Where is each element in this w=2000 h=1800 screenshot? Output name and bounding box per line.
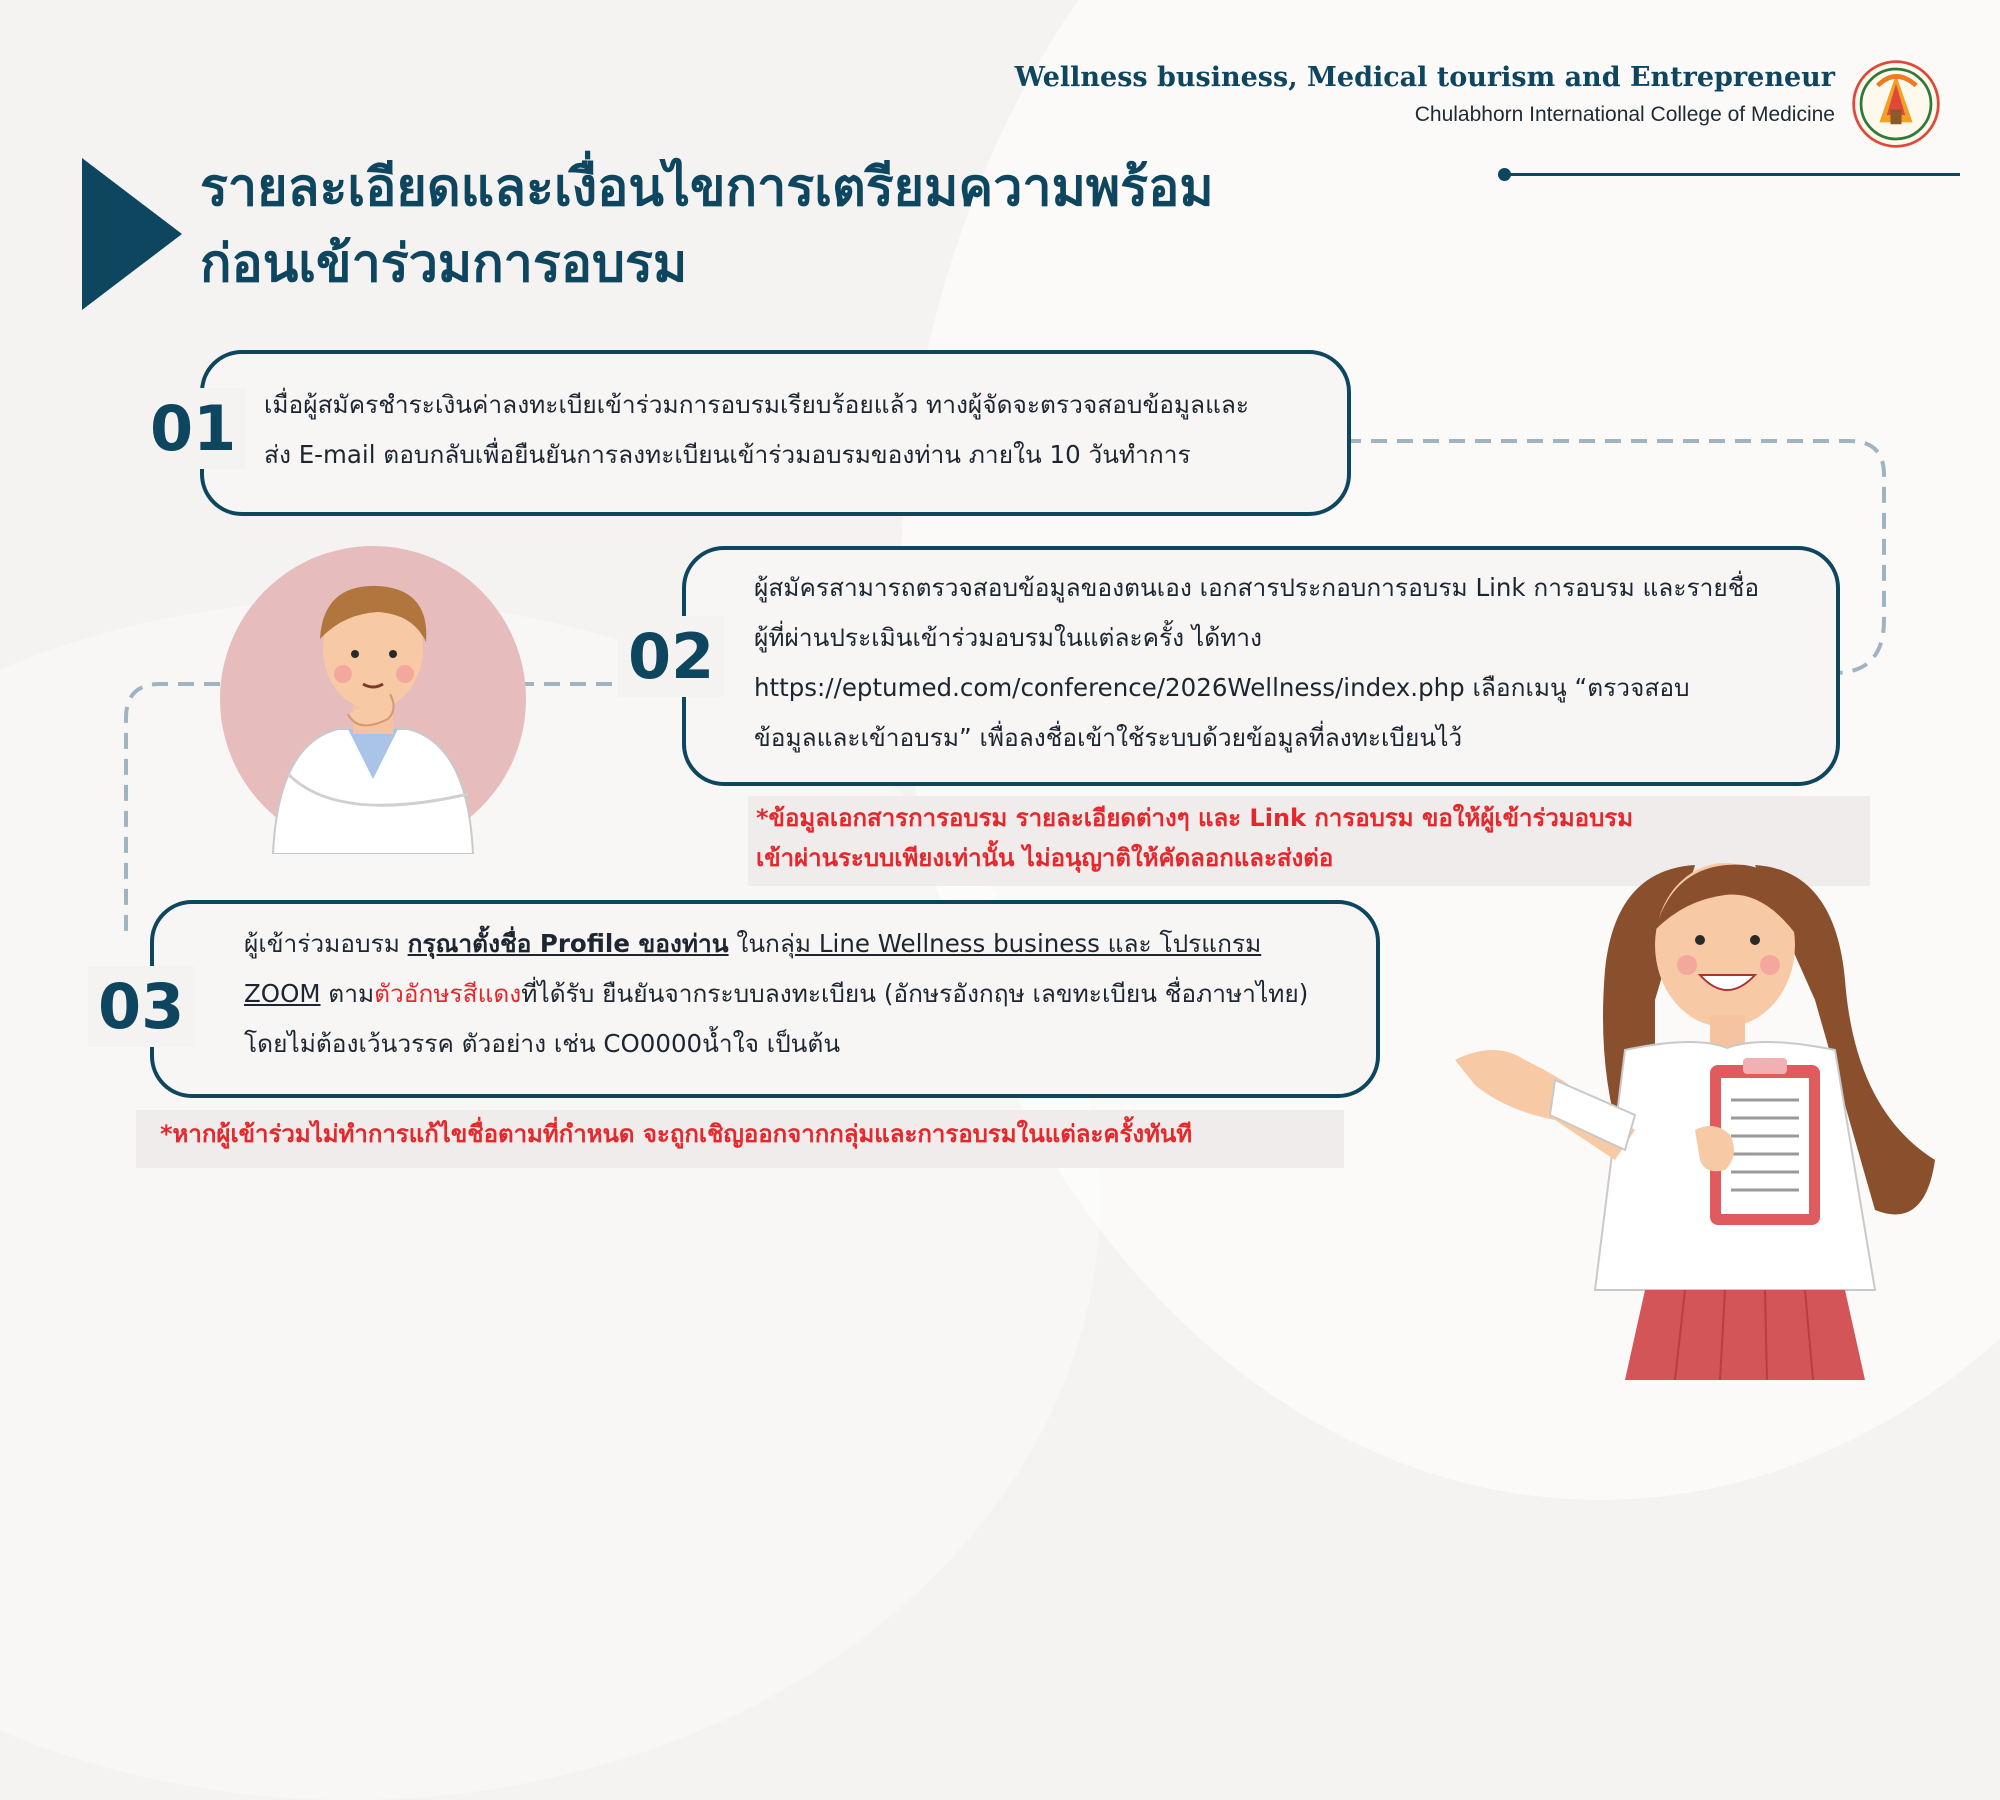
step-1-number: 01 (140, 388, 246, 469)
step-2-link-line[interactable]: https://eptumed.com/conference/2026Wellness/index.php เลือกเมนู “ตรวจสอบ (754, 673, 1690, 702)
step-2-text (754, 563, 1759, 763)
step-3-line-1 (244, 919, 1308, 969)
college-name: Chulabhorn International College of Medicine (1414, 103, 1835, 126)
step-3-l2-d: ที่ได้รับ ยืนยันจากระบบลงทะเบียน (อักษรอังกฤษ เลขทะเบียน ชื่อภาษาไทย) (521, 979, 1309, 1008)
program-title: Wellness business, Medical tourism and Entrepreneur (1014, 62, 1835, 93)
title-line-2: ก่อนเข้าร่วมการอบรม (200, 234, 688, 294)
step-3-profile-instruction: กรุณาตั้งชื่อ Profile ของท่าน (407, 929, 729, 958)
step-3-note: *หากผู้เข้าร่วมไม่ทำการแก้ไขชื่อตามที่กำหนด จะถูกเชิญออกจากกลุ่มและการอบรมในแต่ละครั้งทันที (136, 1110, 1344, 1168)
step-3-l1-c: ในกลุ่ (728, 929, 795, 958)
step-1-text (264, 380, 1249, 480)
step-3-l2-b: ตาม (320, 979, 375, 1008)
step-3-red-text: ตัวอักษรสีแดง (374, 979, 522, 1008)
step-2-number: 02 (618, 616, 724, 697)
step-2-line-2: ผู้ที่ผ่านประเมินเข้าร่วมอบรมในแต่ละครั้ง ได้ทาง (754, 623, 1263, 652)
title-line-1: รายละเอียดและเงื่อนไขการเตรียมความพร้อม (200, 158, 1214, 218)
step-3-line-2 (244, 969, 1308, 1019)
step-2-note-line-1: *ข้อมูลเอกสารการอบรม รายละเอียดต่างๆ และ Link การอบรม ขอให้ผู้เข้าร่วมอบรม (756, 804, 1634, 832)
step-2-note-line-2: เข้าผ่านระบบเพียงเท่านั้น ไม่อนุญาติให้คัดลอกและส่งต่อ (756, 844, 1334, 872)
step-1-line-2: ส่ง E-mail ตอบกลับเพื่อยืนยันการลงทะเบียนเข้าร่วมอบรมของท่าน ภายใน 10 วันทำการ (264, 440, 1191, 469)
step-3-l1-a: ผู้เข้าร่วมอบรม (244, 929, 408, 958)
step-2-line-1: ผู้สมัครสามารถตรวจสอบข้อมูลของตนเอง เอกสารประกอบการอบรม Link การอบรม และรายชื่อ (754, 573, 1760, 602)
step-1-line-1: เมื่อผู้สมัครชำระเงินค่าลงทะเบียเข้าร่วมการอบรมเรียบร้อยแล้ว ทางผู้จัดจะตรวจสอบข้อมูลและ (264, 390, 1250, 419)
step-3-number: 03 (88, 966, 194, 1047)
doctor-woman-clipboard-icon (1455, 850, 1955, 1380)
step-3-text (244, 919, 1308, 1069)
step-2-line-4: ข้อมูลและเข้าอบรม” เพื่อลงชื่อเข้าใช้ระบบด้วยข้อมูลที่ลงทะเบียนไว้ (754, 723, 1463, 752)
step-3-line-3: โดยไม่ต้องเว้นวรรค ตัวอย่าง เช่น CO0000น้ำใจ เป็นต้น (244, 1029, 841, 1058)
step-3-line-group: ม Line Wellness business และ โปรแกรม (794, 929, 1262, 958)
doctor-man-icon (218, 544, 528, 854)
step-3-zoom: ZOOM (244, 979, 321, 1008)
